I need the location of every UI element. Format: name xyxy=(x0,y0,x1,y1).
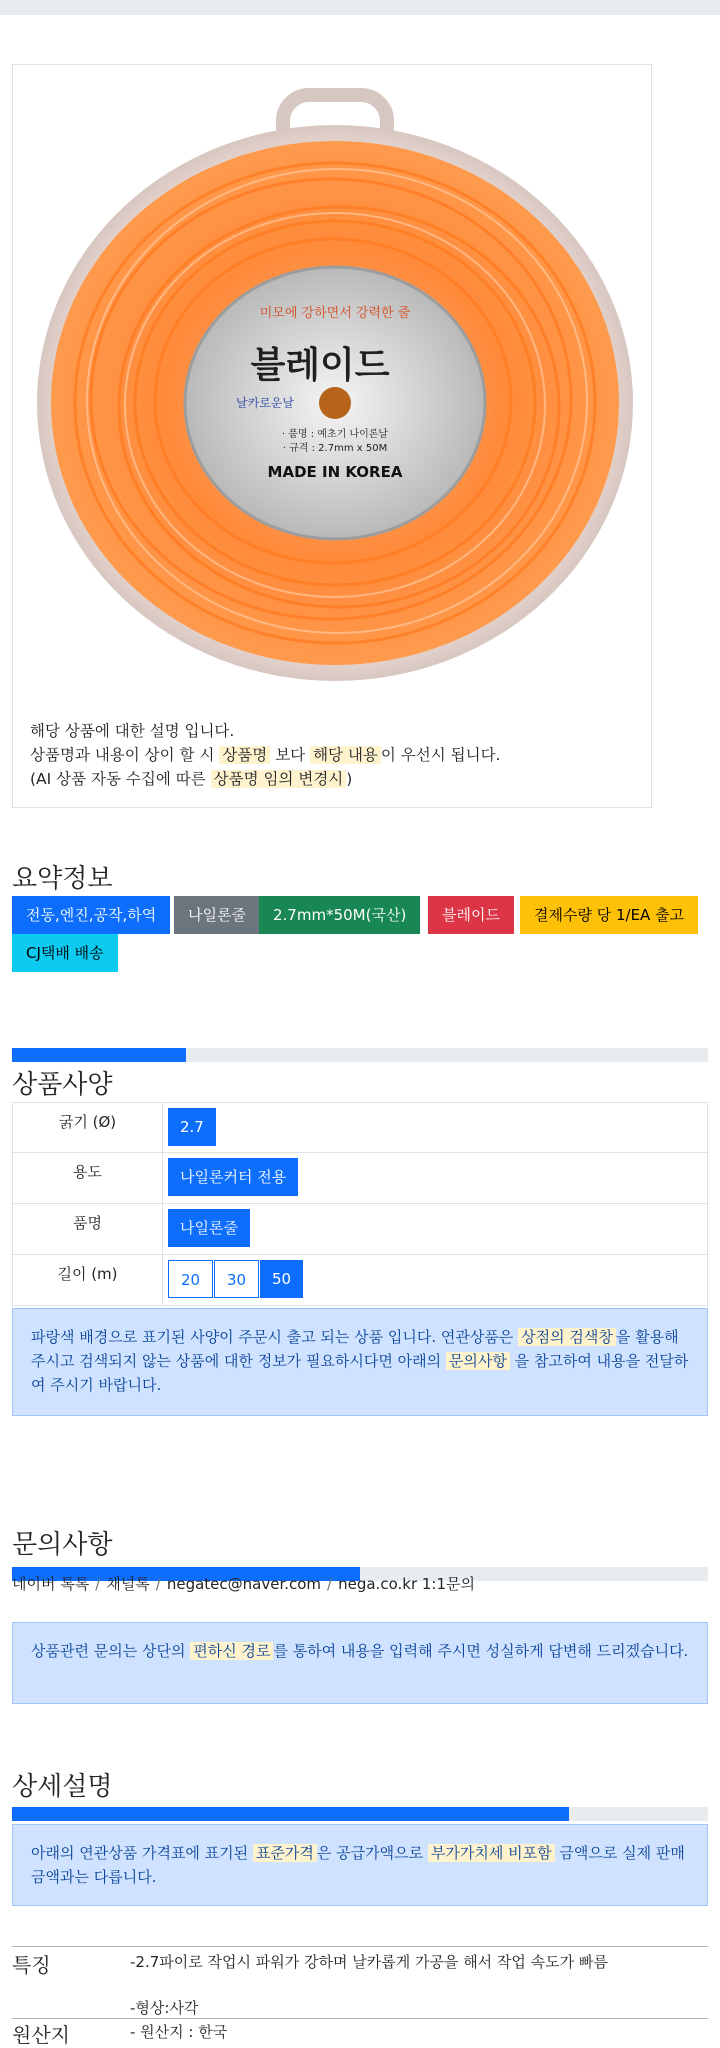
tag-quantity: 결제수량 당 1/EA 출고 xyxy=(520,896,698,934)
spec-label-usage: 용도 xyxy=(13,1153,163,1203)
channel-chat[interactable]: 채널톡 xyxy=(106,1575,150,1593)
notice-line2: 상품명과 내용이 상이 할 시 상품명 보다 해당 내용 이 우선시 됩니다. xyxy=(30,746,501,764)
detail-progress xyxy=(12,1807,708,1821)
tag-brand: 블레이드 xyxy=(428,896,514,934)
product-image-card xyxy=(12,64,652,808)
spec-row-thickness xyxy=(12,1102,708,1153)
spec-label-length: 길이 (m) xyxy=(13,1255,163,1305)
spec-label-thickness: 굵기 (Ø) xyxy=(13,1103,163,1153)
label-origin-text: MADE IN KOREA xyxy=(267,463,403,481)
spec-progress xyxy=(12,1048,708,1062)
features-line1: -2.7파이로 작업시 파워가 강하며 날카롭게 가공을 해서 작업 속도가 빠름 xyxy=(130,1953,608,1971)
label-spec-line1: · 품명 : 예초기 나이론날 xyxy=(281,429,389,440)
product-notice xyxy=(30,719,501,791)
spec-title: 상품사양 xyxy=(12,1070,113,1100)
tag-category: 전동,엔진,공작,하역 xyxy=(12,896,170,934)
origin-row xyxy=(12,2018,708,2047)
origin-title: 원산지 xyxy=(12,2023,70,2047)
option-length-50[interactable]: 50 xyxy=(260,1260,303,1298)
option-thickness-2-7[interactable]: 2.7 xyxy=(168,1108,216,1146)
top-bar xyxy=(0,0,720,15)
channel-email[interactable]: negatec@naver.com xyxy=(166,1575,322,1593)
label-brand-text: 블레이드 xyxy=(250,345,390,386)
option-name[interactable]: 나일론줄 xyxy=(168,1209,250,1247)
spec-info-alert: 파랑색 배경으로 표기된 사양이 주문시 출고 되는 상품 입니다. 연관상품은 상점의 검색창 을 활용해 주시고 검색되지 않는 상품에 대한 정보가 필요하시다면 아래의 문의사항 을 참고하여 내용을 전달하여 주시기 바랍니다. xyxy=(12,1308,708,1416)
label-spec-line2: · 규격 : 2.7mm x 50M xyxy=(282,443,388,454)
spec-row-name xyxy=(12,1204,708,1255)
inquiry-channels: 네이버 톡톡 / 채널톡 / negatec@naver.com / nega.co.kr 1:1문의 xyxy=(12,1575,475,1593)
channel-naver-talk[interactable]: 네이버 톡톡 xyxy=(12,1575,90,1593)
label-sub-text: 날카로운날 xyxy=(236,396,294,410)
option-length-30[interactable]: 30 xyxy=(214,1260,259,1298)
features-row xyxy=(12,1946,708,2019)
label-top-text: 미모에 강하면서 강력한 줄 xyxy=(259,306,411,321)
spec-row-usage xyxy=(12,1153,708,1204)
tag-size: 2.7mm*50M(국산) xyxy=(259,896,420,934)
origin-value: - 원산지 : 한국 xyxy=(130,2023,228,2041)
summary-title: 요약정보 xyxy=(12,864,113,894)
tag-delivery: CJ택배 배송 xyxy=(12,934,118,972)
detail-title: 상세설명 xyxy=(12,1772,113,1802)
inquiry-title: 문의사항 xyxy=(12,1530,113,1560)
channel-site-inquiry[interactable]: nega.co.kr 1:1문의 xyxy=(338,1575,475,1593)
spec-row-length xyxy=(12,1255,708,1306)
option-usage[interactable]: 나일론커터 전용 xyxy=(168,1158,298,1196)
detail-info-alert: 아래의 연관상품 가격표에 표기된 표준가격 은 공급가액으로 부가가치세 비포함 금액으로 실제 판매금액과는 다릅니다. xyxy=(12,1824,708,1906)
features-line2: -형상:사각 xyxy=(130,1999,199,2017)
features-title: 특징 xyxy=(12,1953,51,1977)
tag-material: 나일론줄 xyxy=(174,896,260,934)
notice-line3: (AI 상품 자동 수집에 따른 상품명 임의 변경시 ) xyxy=(30,770,353,788)
product-image xyxy=(35,85,635,685)
option-length-20[interactable]: 20 xyxy=(168,1260,213,1298)
notice-line1: 해당 상품에 대한 설명 입니다. xyxy=(30,722,235,740)
spec-label-name: 품명 xyxy=(13,1204,163,1254)
inquiry-info-alert: 상품관련 문의는 상단의 편하신 경로 를 통하여 내용을 입력해 주시면 성실하게 답변해 드리겠습니다. xyxy=(12,1622,708,1704)
